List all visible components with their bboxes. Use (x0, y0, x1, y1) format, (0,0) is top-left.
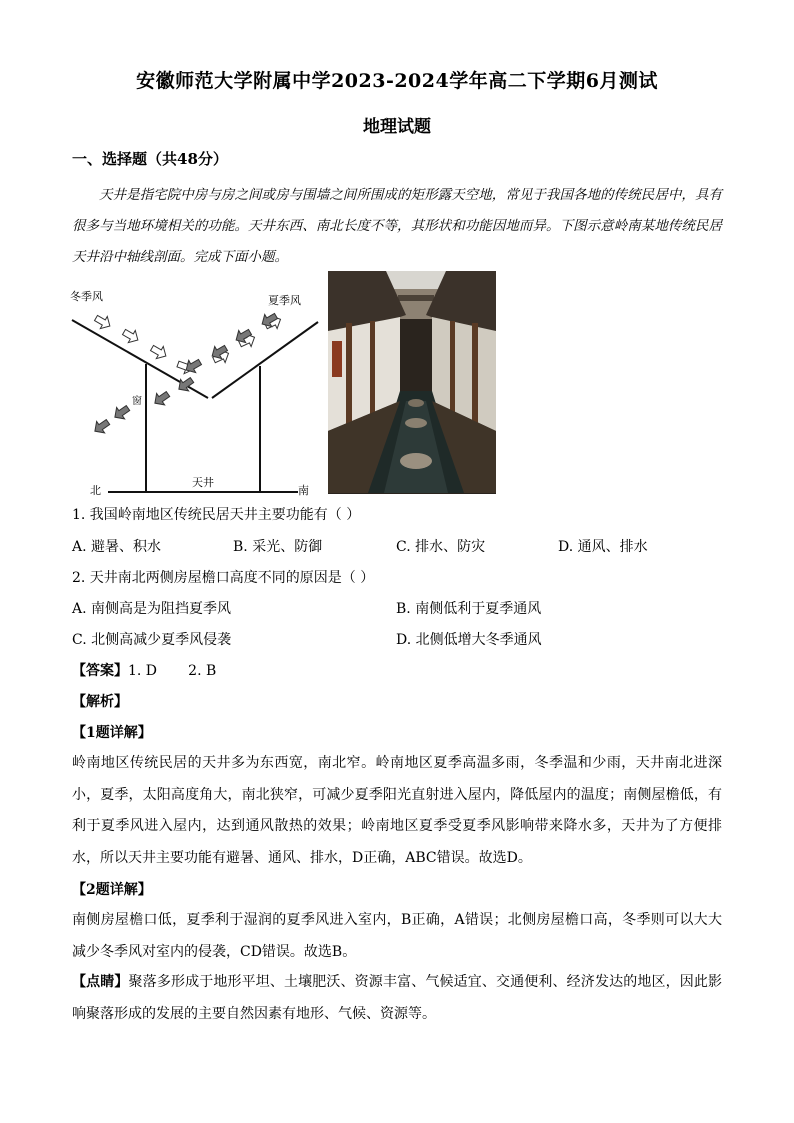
question-1-option-a[interactable]: A. 避暑、积水 (72, 539, 162, 555)
summer-wind-arrow (151, 388, 172, 409)
page-subtitle: 地理试题 (363, 117, 431, 137)
south-label: 南 (298, 484, 309, 497)
winter-wind-arrow (149, 342, 170, 362)
winter-wind-arrow (93, 312, 114, 332)
question-1-stem: 1. 我国岭南地区传统民居天井主要功能有（ ） (72, 507, 361, 523)
north-label: 北 (90, 484, 101, 497)
answer-row (72, 660, 216, 680)
courtyard-cross-section-diagram (68, 280, 324, 502)
tip-paragraph (72, 967, 722, 1030)
winter-wind-arrow (121, 326, 142, 346)
detail-1-text: 岭南地区传统民居的天井多为东西宽，南北窄。岭南地区夏季高温多雨，冬季温和少雨，天井南北进深小，夏季，太阳高度角大，南北狭窄，可减少夏季阳光直射进入屋内，降低屋内的温度；南侧屋檐低，有利于夏季风进入屋内，达到通风散热的效果；岭南地区夏季受夏季风影响带来降水多，天井为了方便排水，所以天井主要功能有避暑、通风、排水，D正确，ABC错误。故选D。 (72, 755, 722, 866)
intro-paragraph: 天井是指宅院中房与房之间或房与围墙之间所围成的矩形露天空地，常见于我国各地的传统民居中，具有很多与当地环境相关的功能。天井东西、南北长度不等，其形状和功能因地而异。下图示意岭南某地传统民居天井沿中轴线剖面。完成下面小题。 (72, 187, 722, 265)
summer-wind-arrow (175, 374, 196, 395)
question-2-option-a[interactable]: A. 南侧高是为阻挡夏季风 (72, 601, 232, 617)
summer-wind-label: 夏季风 (268, 294, 301, 307)
courtyard-photo (328, 271, 496, 494)
question-2-option-d[interactable]: D. 北侧低增大冬季通风 (396, 632, 542, 648)
detail-1-label: 【1题详解】 (72, 725, 152, 741)
window-label: 窗 (132, 396, 142, 407)
summer-wind-arrow (91, 416, 112, 437)
section-heading: 一、选择题（共48分） (72, 150, 228, 168)
answer-label: 【答案】 (72, 663, 128, 679)
detail-2-label: 【2题详解】 (72, 882, 152, 898)
analysis-label: 【解析】 (72, 694, 128, 710)
tip-text: 聚落多形成于地形平坦、土壤肥沃、资源丰富、气候适宜、交通便利、经济发达的地区，因此影响聚落形成的发展的主要自然因素有地形、气候、资源等。 (72, 974, 723, 1022)
question-1-option-b[interactable]: B. 采光、防御 (233, 539, 323, 555)
courtyard-label: 天井 (192, 476, 214, 489)
question-1-option-d[interactable]: D. 通风、排水 (558, 539, 648, 555)
winter-wind-label: 冬季风 (70, 290, 103, 303)
detail-2-text: 南侧房屋檐口低，夏季利于湿润的夏季风进入室内，B正确，A错误；北侧房屋檐口高，冬季则可以大大减少冬季风对室内的侵袭，CD错误。故选B。 (72, 912, 722, 960)
south-roof-line (212, 322, 318, 398)
tip-label: 【点睛】 (72, 974, 129, 990)
page-title: 安徽师范大学附属中学2023-2024学年高二下学期6月测试 (136, 70, 658, 92)
question-2-option-b[interactable]: B. 南侧低利于夏季通风 (396, 601, 542, 617)
summer-wind-arrow (111, 402, 132, 423)
question-1-option-c[interactable]: C. 排水、防灾 (396, 539, 486, 555)
answer-text: 1. D 2. B (128, 663, 217, 679)
question-2-stem: 2. 天井南北两侧房屋檐口高度不同的原因是（ ） (72, 570, 375, 586)
question-2-option-c[interactable]: C. 北侧高减少夏季风侵袭 (72, 632, 232, 648)
